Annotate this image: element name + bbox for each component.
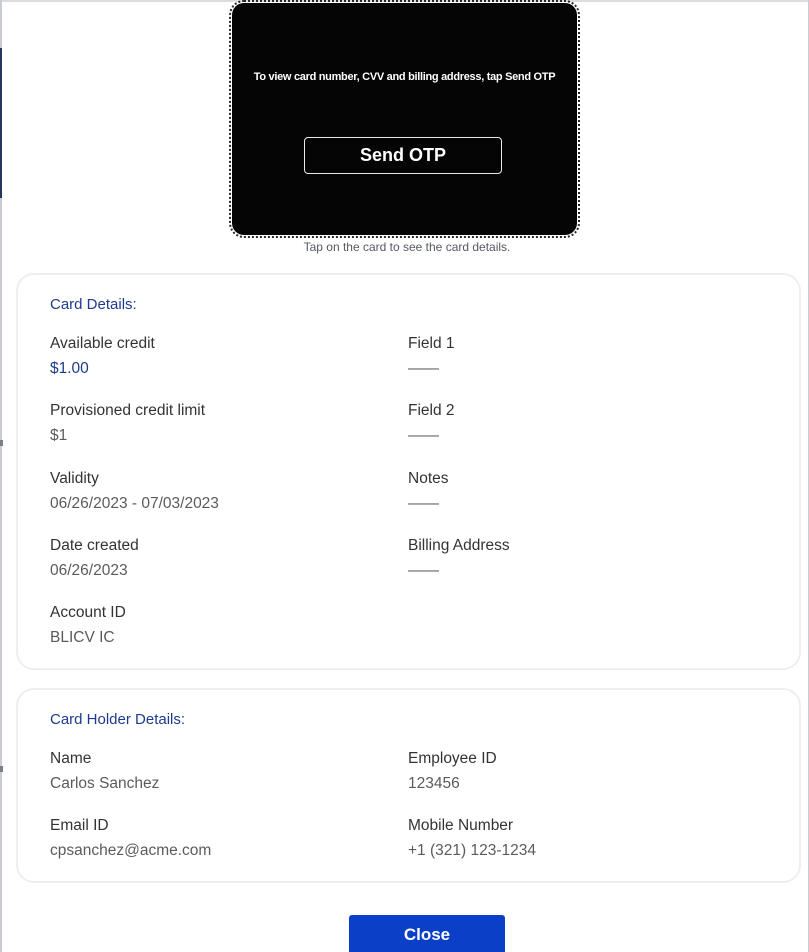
field-label: Field 2 — [408, 402, 455, 419]
field-value: cpsanchez@acme.com — [50, 842, 212, 859]
mobile-number-field — [408, 817, 728, 860]
field-label: Account ID — [50, 604, 126, 621]
field-label: Validity — [50, 470, 99, 487]
card-details-panel — [16, 273, 801, 670]
account-id-field — [50, 604, 370, 647]
send-otp-button[interactable]: Send OTP — [304, 137, 502, 174]
employee-id-field — [408, 750, 728, 793]
field1-field — [408, 335, 728, 378]
side-tick — [0, 440, 3, 446]
field-value: Carlos Sanchez — [50, 775, 160, 792]
field-label: Billing Address — [408, 537, 510, 554]
name-field — [50, 750, 370, 793]
field-value: —— — [408, 360, 439, 377]
card-otp-message: To view card number, CVV and billing address, tap Send OTP — [253, 71, 556, 83]
card-details-title: Card Details: — [50, 296, 137, 313]
field-label: Employee ID — [408, 750, 497, 767]
field-value: 06/26/2023 — [50, 562, 128, 579]
close-button[interactable]: Close — [349, 915, 505, 952]
field-label: Date created — [50, 537, 139, 554]
notes-field — [408, 470, 728, 513]
virtual-card[interactable] — [232, 3, 577, 235]
available-credit-field — [50, 335, 370, 378]
provisioned-limit-field — [50, 402, 370, 445]
field-value: 123456 — [408, 775, 460, 792]
field-value: +1 (321) 123-1234 — [408, 842, 536, 859]
field2-field — [408, 402, 728, 445]
side-tick — [0, 766, 3, 772]
validity-field — [50, 470, 370, 513]
date-created-field — [50, 537, 370, 580]
field-value: BLICV IC — [50, 629, 115, 646]
field-value: $1 — [50, 427, 68, 444]
field-label: Mobile Number — [408, 817, 514, 834]
email-field — [50, 817, 370, 860]
field-value: —— — [408, 562, 439, 579]
field-value: —— — [408, 427, 439, 444]
field-label: Notes — [408, 470, 449, 487]
card-hint-text: Tap on the card to see the card details. — [303, 240, 511, 254]
field-label: Available credit — [50, 335, 155, 352]
card-holder-panel — [16, 688, 801, 883]
field-value: $1.00 — [50, 360, 89, 377]
window-left-accent — [0, 48, 2, 198]
field-label: Name — [50, 750, 92, 767]
field-value: —— — [408, 495, 439, 512]
billing-address-field — [408, 537, 728, 580]
field-label: Provisioned credit limit — [50, 402, 206, 419]
window-top-border — [0, 0, 809, 2]
field-value: 06/26/2023 - 07/03/2023 — [50, 495, 219, 512]
field-label: Email ID — [50, 817, 109, 834]
card-holder-title: Card Holder Details: — [50, 711, 186, 728]
field-label: Field 1 — [408, 335, 455, 352]
